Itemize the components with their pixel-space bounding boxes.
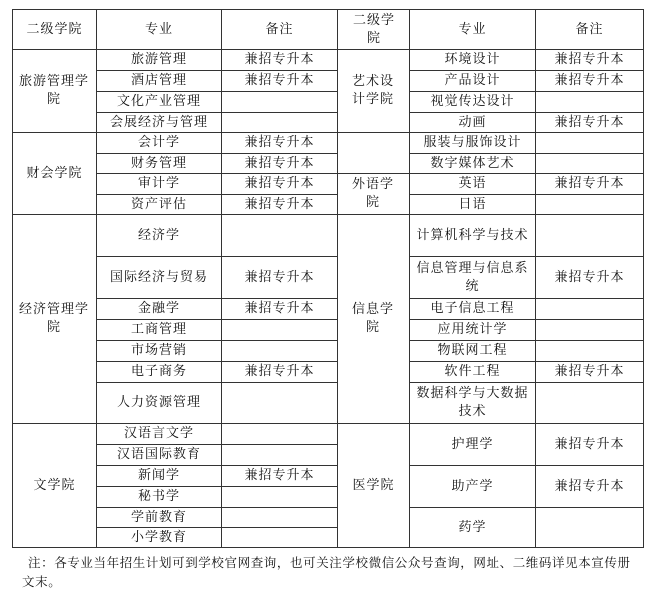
left-major-cell: 汉语国际教育 (116, 447, 201, 462)
left-remark-cell: 兼招专升本 (244, 176, 315, 191)
header-college: 二级学院 (26, 21, 83, 37)
right-major-cell: 药学 (458, 519, 487, 535)
left-remark-cell: 兼招专升本 (244, 135, 315, 150)
right-major-cell: 动画 (458, 114, 487, 130)
right-major-cell: 服装与服饰设计 (423, 135, 522, 150)
left-remark-cell: 兼招专升本 (244, 468, 315, 483)
left-major-cell: 旅游管理 (130, 52, 187, 67)
right-remark-cell: 兼招专升本 (554, 478, 625, 494)
right-major-cell: 英语 (458, 176, 487, 191)
right-major-cell: 数字媒体艺术 (430, 155, 515, 171)
right-major-cell: 日语 (458, 196, 487, 212)
header-college-right: 二级学院 (352, 12, 395, 46)
left-remark-cell: 兼招专升本 (244, 269, 315, 285)
left-major-cell: 资产评估 (130, 196, 187, 212)
left-major-cell: 国际经济与贸易 (109, 269, 208, 285)
college-medicine: 医学院 (352, 477, 395, 493)
right-major-cell: 信息管理与信息系统 (416, 260, 529, 294)
left-remark-cell: 兼招专升本 (244, 155, 315, 171)
right-remark-cell: 兼招专升本 (554, 52, 625, 67)
left-remark-cell: 兼招专升本 (244, 364, 315, 379)
college-finance: 财会学院 (26, 165, 83, 181)
right-major-cell: 计算机科学与技术 (416, 227, 529, 243)
left-major-cell: 人力资源管理 (116, 395, 201, 410)
left-remark-cell: 兼招专升本 (244, 196, 315, 212)
right-major-cell: 助产学 (451, 478, 494, 494)
left-major-cell: 市场营销 (130, 343, 187, 358)
left-major-cell: 文化产业管理 (116, 94, 201, 109)
left-major-cell: 学前教育 (130, 509, 187, 525)
footnote: 注：各专业当年招生计划可到学校官网查询，也可关注学校微信公众号查询，网址、二维码详见本宣传册文末。 (22, 555, 631, 589)
right-major-cell: 应用统计学 (437, 322, 508, 337)
right-remark-cell: 兼招专升本 (554, 176, 625, 191)
right-remark-cell: 兼招专升本 (554, 269, 625, 285)
right-major-cell: 视觉传达设计 (430, 94, 515, 109)
left-major-cell: 会计学 (137, 135, 180, 150)
college-literature: 文学院 (33, 477, 76, 493)
college-art-design: 艺术设计学院 (351, 74, 394, 107)
left-major-cell: 经济学 (137, 227, 180, 243)
right-remark-cell: 兼招专升本 (554, 73, 625, 88)
left-major-cell: 汉语言文学 (123, 426, 194, 441)
left-major-cell: 会展经济与管理 (109, 114, 208, 130)
right-major-cell: 物联网工程 (437, 343, 508, 358)
left-major-cell: 电子商务 (130, 364, 187, 379)
right-remark-cell: 兼招专升本 (554, 364, 625, 379)
header-remark-right: 备注 (575, 21, 604, 37)
left-major-cell: 新闻学 (137, 468, 180, 483)
header-remark: 备注 (265, 21, 294, 37)
right-remark-cell: 兼招专升本 (554, 114, 625, 130)
header-major: 专业 (144, 21, 173, 37)
left-major-cell: 秘书学 (137, 489, 180, 504)
right-major-cell: 数据科学与大数据技术 (416, 386, 529, 419)
left-remark-cell: 兼招专升本 (244, 73, 315, 88)
left-major-cell: 小学教育 (130, 529, 187, 545)
right-major-cell: 环境设计 (444, 52, 501, 67)
college-foreign-languages: 外语学院 (352, 177, 395, 210)
left-major-cell: 财务管理 (130, 155, 187, 171)
right-major-cell: 软件工程 (444, 364, 501, 379)
left-major-cell: 金融学 (137, 301, 180, 316)
right-major-cell: 护理学 (451, 436, 494, 452)
left-major-cell: 审计学 (137, 176, 180, 191)
left-remark-cell: 兼招专升本 (244, 52, 315, 67)
header-major-right: 专业 (458, 21, 487, 37)
right-major-cell: 产品设计 (444, 73, 501, 88)
left-major-cell: 酒店管理 (130, 73, 187, 88)
right-remark-cell: 兼招专升本 (554, 436, 625, 452)
left-remark-cell: 兼招专升本 (244, 301, 315, 316)
college-economics: 经济管理学院 (18, 302, 89, 335)
left-major-cell: 工商管理 (130, 322, 187, 337)
college-tourism: 旅游管理学院 (18, 74, 89, 107)
college-information: 信息学院 (352, 302, 395, 335)
right-major-cell: 电子信息工程 (430, 301, 515, 316)
